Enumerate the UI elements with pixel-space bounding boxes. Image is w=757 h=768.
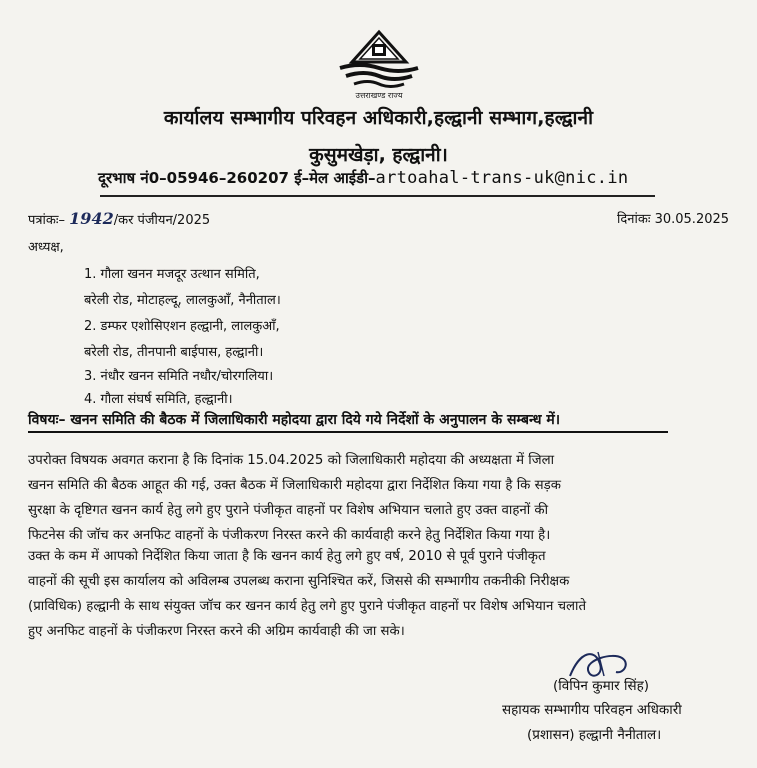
uttarakhand-emblem	[332, 28, 426, 106]
header-divider	[100, 195, 655, 197]
addressee-line: 4. गौला संघर्ष समिति, हल्द्वानी।	[84, 392, 233, 407]
signatory-name: (विपिन कुमार सिंह)	[553, 678, 650, 694]
body-line: सुरक्षा के दृष्टिगत खनन कार्य हेतु लगे हुए पुराने पंजीकृत वाहनों पर विशेष अभियान चलाते हुए उक्त वाहनों की	[28, 503, 549, 518]
addressee-line: बरेली रोड, मोटाहल्दू, लालकुऑं, नैनीताल।	[84, 293, 281, 308]
email-address: artoahal-trans-uk@nic.in	[375, 168, 629, 188]
signatory-designation: सहायक सम्भागीय परिवहन अधिकारी	[502, 702, 682, 718]
letter-date: दिनांकः 30.05.2025	[617, 212, 730, 227]
letter-subject: विषयः– खनन समिति की बैठक में जिलाधिकारी महोदया द्वारा दिये गये निर्देशों के अनुपालन के सम्बन्ध में।	[28, 412, 561, 428]
reference-prefix: पत्रांकः–	[28, 213, 70, 228]
reference-suffix: /कर पंजीयन/2025	[113, 213, 211, 228]
body-line: उपरोक्त विषयक अवगत कराना है कि दिनांक 15.04.2025 को जिलाधिकारी महोदया की अध्यक्षता में जिला	[28, 453, 555, 468]
body-paragraph-2	[28, 544, 740, 644]
emblem-mountains-icon	[332, 28, 426, 90]
body-line: (प्राविधिक) हल्द्वानी के साथ संयुक्त जॉच कर खनन कार्य हेतु लगे हुए पुराने पंजीकृत वाहनों पर विशेष अभियान चलाते	[28, 599, 587, 614]
addressee-title: अध्यक्ष,	[28, 240, 64, 255]
body-paragraph-1	[28, 448, 740, 548]
addressee-line: बरेली रोड, तीनपानी बाईपास, हल्द्वानी।	[84, 345, 264, 360]
body-line: वाहनों की सूची इस कार्यालय को अविलम्ब उपलब्ध कराना सुनिश्चित करें, जिससे की सम्भागीय तकनीकी निरीक्षक	[28, 574, 570, 589]
body-line: खनन समिति की बैठक आहूत की गई, उक्त बैठक में जिलाधिकारी महोदया द्वारा निर्देशित किया गया है कि सड़क	[28, 478, 561, 493]
body-line: हुए अनफिट वाहनों के पंजीकरण निरस्त करने की अग्रिम कार्यवाही की जा सके।	[28, 624, 405, 639]
subject-underline	[28, 431, 668, 433]
office-address: कुसुमखेड़ा, हल्द्वानी।	[309, 144, 448, 166]
addressee-line: 1. गौला खनन मजदूर उत्थान समिति,	[84, 267, 260, 282]
emblem-caption: उत्तराखण्ड राज्य	[355, 91, 403, 100]
reference-handwritten-number: 1942	[69, 209, 114, 228]
reference-number	[28, 209, 210, 228]
contact-line	[98, 168, 628, 188]
office-title: कार्यालय सम्भागीय परिवहन अधिकारी,हल्द्वानी सम्भाग,हल्द्वानी	[163, 107, 594, 129]
addressee-line: 3. नंधौर खनन समिति नधौर/चोरगलिया।	[84, 369, 274, 384]
phone-label: दूरभाष नं0–05946–260207 ई–मेल आईडी–	[98, 169, 376, 187]
body-line: उक्त के कम में आपको निर्देशित किया जाता है कि खनन कार्य हेतु लगे हुए वर्ष, 2010 से पूर्व पुराने पंजीकृत	[28, 549, 546, 564]
addressee-line: 2. डम्फर एशोसिएशन हल्द्वानी, लालकुऑं,	[84, 319, 280, 334]
body-line: फिटनेस की जॉच कर अनफिट वाहनों के पंजीकरण निरस्त करने की कार्यवाही करने हेतु निर्देशित किया गया है।	[28, 528, 551, 543]
signatory-office: (प्रशासन) हल्द्वानी नैनीताल।	[527, 727, 662, 743]
